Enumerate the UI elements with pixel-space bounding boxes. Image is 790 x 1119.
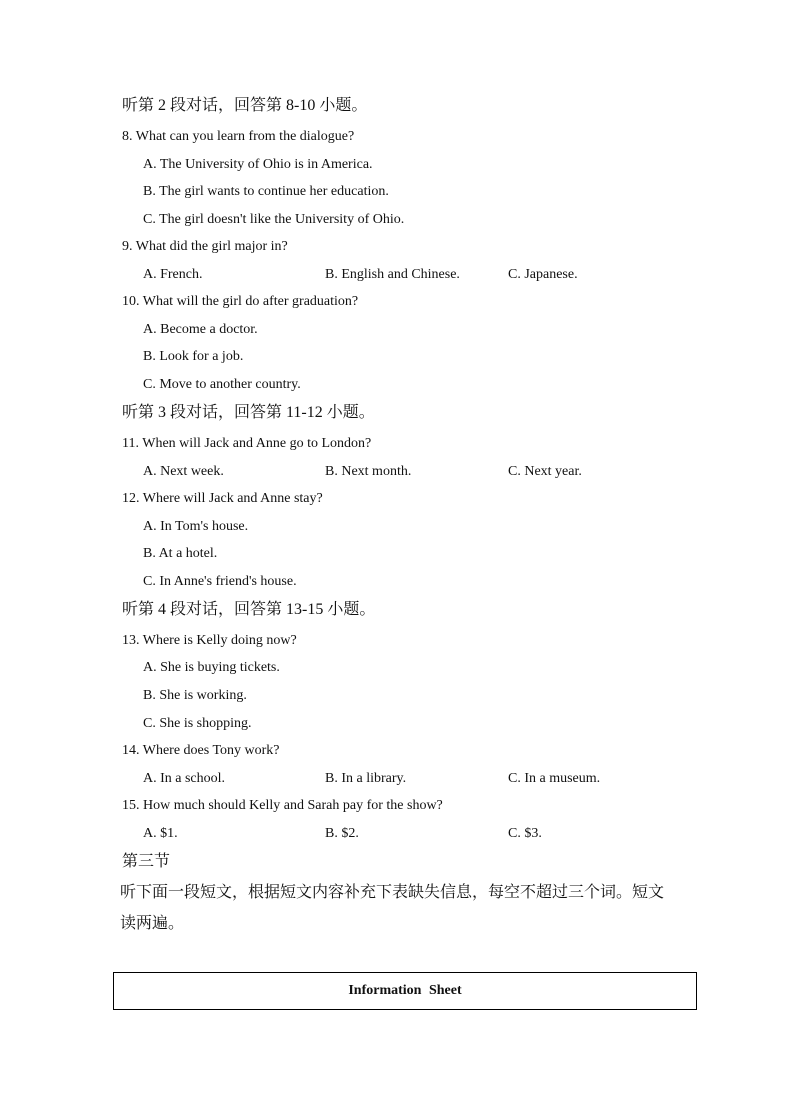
- instruction-text: 听下面一段短文，根据短文内容补充下表缺失信息，每空不超过三个词。短文: [120, 884, 665, 901]
- question-stem: 14. Where does Tony work?: [122, 743, 280, 758]
- option: A. The University of Ohio is in America.: [143, 157, 373, 172]
- option: C. The girl doesn't like the University of Ohio.: [143, 212, 405, 227]
- option: B. She is working.: [143, 688, 247, 703]
- option: B. The girl wants to continue her education.: [143, 184, 389, 199]
- information-sheet-table: [113, 972, 697, 1010]
- option: B. At a hotel.: [143, 546, 218, 561]
- instruction-text: 读两遍。: [120, 915, 185, 932]
- option: C. Japanese.: [508, 267, 578, 282]
- option: C. In a museum.: [508, 771, 601, 786]
- question-stem: 13. Where is Kelly doing now?: [122, 633, 297, 648]
- question-stem: 15. How much should Kelly and Sarah pay for the show?: [122, 798, 443, 813]
- option: C. Next year.: [508, 464, 582, 479]
- option: B. $2.: [325, 826, 359, 841]
- option: A. In Tom's house.: [143, 519, 249, 534]
- section-heading: 听第 4 段对话，回答第 13-15 小题。: [122, 601, 376, 618]
- option: C. Move to another country.: [143, 377, 301, 392]
- option: A. $1.: [143, 826, 178, 841]
- option: C. In Anne's friend's house.: [143, 574, 297, 589]
- option: A. Next week.: [143, 464, 224, 479]
- option: A. French.: [143, 267, 203, 282]
- question-stem: 8. What can you learn from the dialogue?: [122, 129, 355, 144]
- option: A. In a school.: [143, 771, 226, 786]
- option: B. English and Chinese.: [325, 267, 460, 282]
- option: B. In a library.: [325, 771, 407, 786]
- question-stem: 12. Where will Jack and Anne stay?: [122, 491, 323, 506]
- option: B. Look for a job.: [143, 349, 244, 364]
- option: B. Next month.: [325, 464, 412, 479]
- option: A. Become a doctor.: [143, 322, 258, 337]
- section-heading: 听第 2 段对话，回答第 8-10 小题。: [122, 97, 368, 114]
- section-heading: 听第 3 段对话，回答第 11-12 小题。: [122, 404, 375, 421]
- question-stem: 11. When will Jack and Anne go to London?: [122, 436, 372, 451]
- question-stem: 10. What will the girl do after graduation?: [122, 294, 359, 309]
- option: A. She is buying tickets.: [143, 660, 280, 675]
- part-title: 第三节: [122, 853, 171, 870]
- option: C. She is shopping.: [143, 716, 252, 731]
- information-sheet-title: Information Sheet: [348, 983, 462, 998]
- option: C. $3.: [508, 826, 542, 841]
- question-stem: 9. What did the girl major in?: [122, 239, 288, 254]
